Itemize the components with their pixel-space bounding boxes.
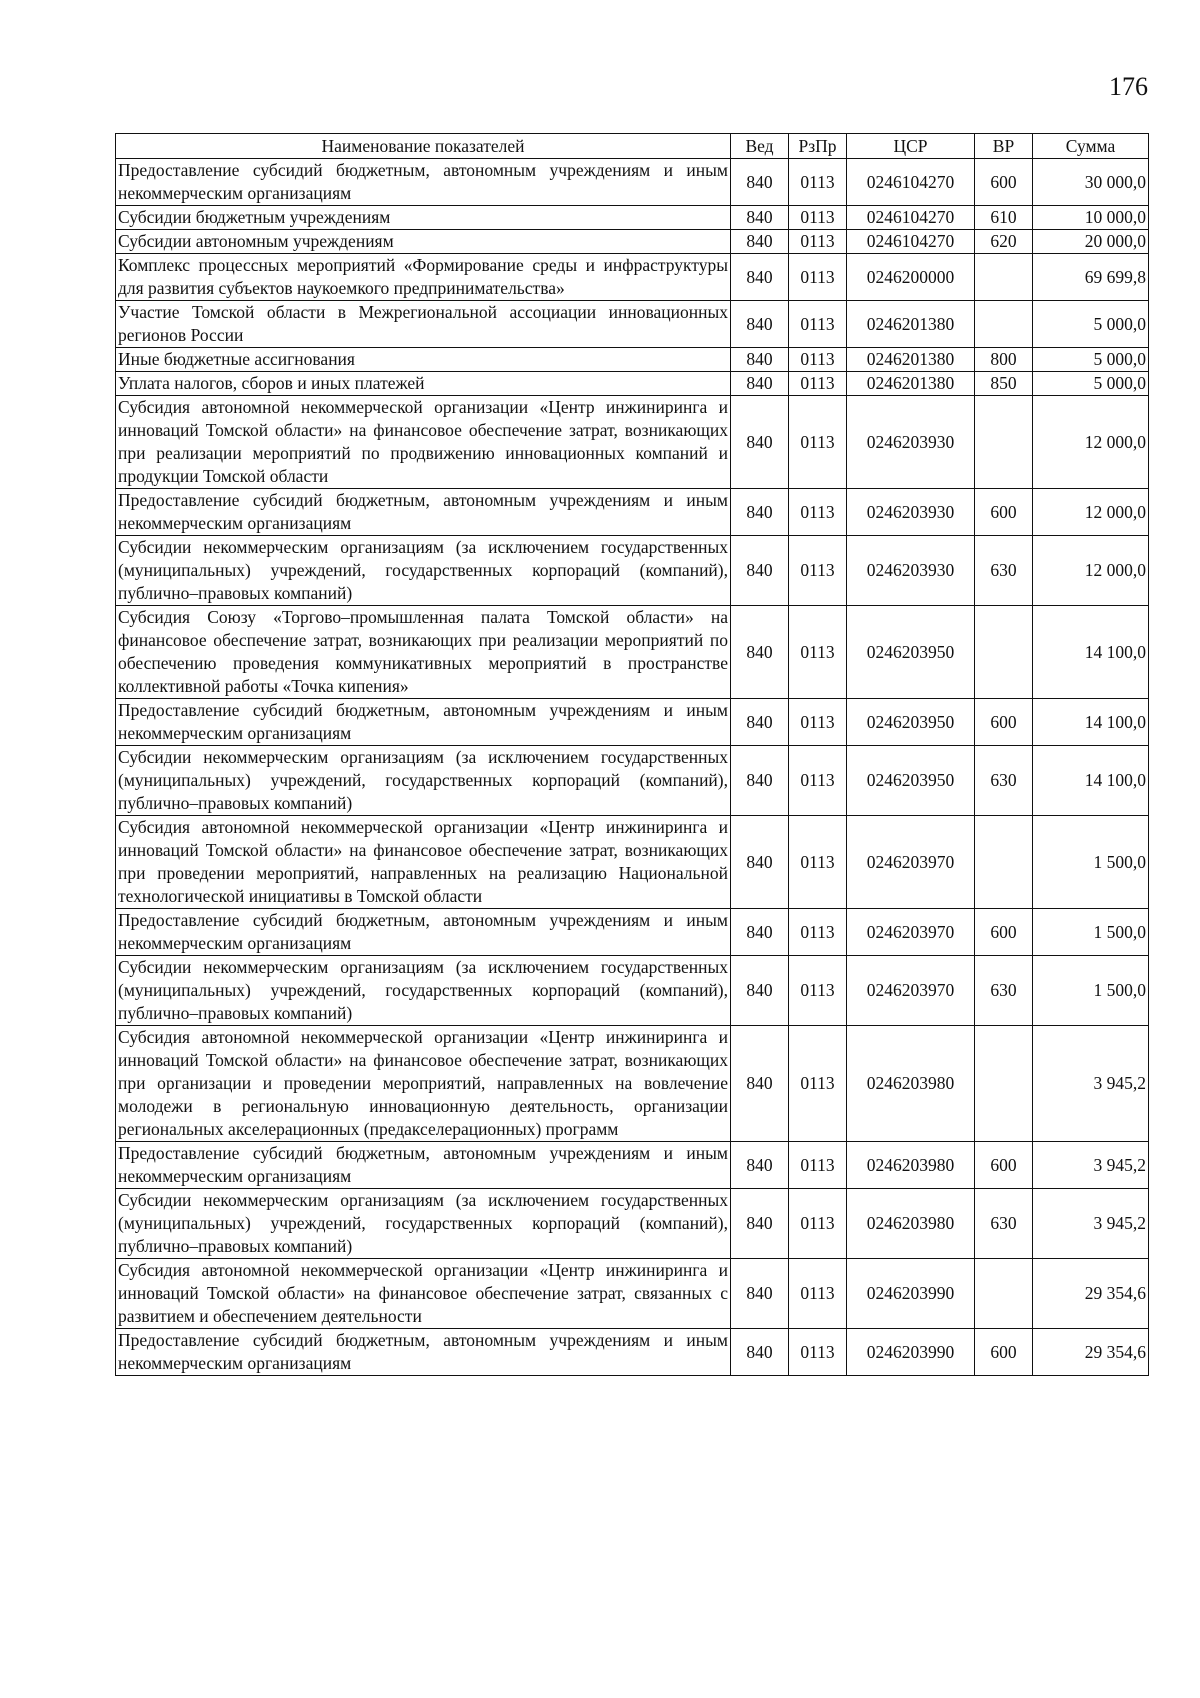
cell-csr: 0246203970 — [847, 909, 975, 956]
cell-rzpr: 0113 — [789, 372, 847, 396]
cell-name: Предоставление субсидий бюджетным, автономным учреждениям и иным некоммерческим организациям — [116, 699, 731, 746]
cell-vr: 630 — [975, 956, 1033, 1026]
cell-vr: 600 — [975, 1329, 1033, 1376]
cell-ved: 840 — [731, 254, 789, 301]
table-row — [116, 746, 1149, 816]
table-header-row — [116, 134, 1149, 159]
cell-vr — [975, 396, 1033, 489]
cell-csr: 0246203980 — [847, 1142, 975, 1189]
cell-rzpr: 0113 — [789, 489, 847, 536]
cell-sum: 12 000,0 — [1033, 396, 1149, 489]
cell-name: Предоставление субсидий бюджетным, автономным учреждениям и иным некоммерческим организациям — [116, 909, 731, 956]
cell-vr — [975, 1259, 1033, 1329]
cell-name: Предоставление субсидий бюджетным, автономным учреждениям и иным некоммерческим организациям — [116, 1329, 731, 1376]
cell-name: Субсидия автономной некоммерческой организации «Центр инжиниринга и инноваций Томской области» на финансовое обеспечение затрат, возникающих при проведении мероприятий, направленных на реализацию Национальной технологической инициативы в Томской области — [116, 816, 731, 909]
cell-csr: 0246203980 — [847, 1026, 975, 1142]
cell-rzpr: 0113 — [789, 606, 847, 699]
cell-rzpr: 0113 — [789, 909, 847, 956]
table-row — [116, 301, 1149, 348]
cell-csr: 0246203950 — [847, 606, 975, 699]
table-row — [116, 489, 1149, 536]
page-number: 176 — [1109, 72, 1148, 101]
cell-ved: 840 — [731, 746, 789, 816]
cell-ved: 840 — [731, 956, 789, 1026]
cell-ved: 840 — [731, 159, 789, 206]
table-row — [116, 1142, 1149, 1189]
cell-vr — [975, 606, 1033, 699]
cell-vr — [975, 816, 1033, 909]
cell-csr: 0246104270 — [847, 159, 975, 206]
cell-ved: 840 — [731, 1142, 789, 1189]
cell-name: Участие Томской области в Межрегиональной ассоциации инновационных регионов России — [116, 301, 731, 348]
cell-csr: 0246203970 — [847, 956, 975, 1026]
cell-csr: 0246203990 — [847, 1259, 975, 1329]
table-row — [116, 606, 1149, 699]
cell-csr: 0246201380 — [847, 372, 975, 396]
cell-sum: 14 100,0 — [1033, 606, 1149, 699]
cell-csr: 0246201380 — [847, 301, 975, 348]
cell-csr: 0246104270 — [847, 206, 975, 230]
table-row — [116, 348, 1149, 372]
header-vr: ВР — [975, 134, 1033, 159]
cell-rzpr: 0113 — [789, 1329, 847, 1376]
cell-rzpr: 0113 — [789, 301, 847, 348]
cell-name: Комплекс процессных мероприятий «Формирование среды и инфраструктуры для развития субъектов наукоемкого предпринимательства» — [116, 254, 731, 301]
cell-sum: 14 100,0 — [1033, 699, 1149, 746]
cell-vr: 630 — [975, 1189, 1033, 1259]
cell-csr: 0246203930 — [847, 536, 975, 606]
cell-ved: 840 — [731, 230, 789, 254]
cell-name: Субсидии некоммерческим организациям (за исключением государственных (муниципальных) учреждений, государственных корпораций (компаний), публично–правовых компаний) — [116, 1189, 731, 1259]
table-row — [116, 230, 1149, 254]
table-row — [116, 1189, 1149, 1259]
cell-rzpr: 0113 — [789, 746, 847, 816]
cell-vr — [975, 1026, 1033, 1142]
cell-sum: 3 945,2 — [1033, 1189, 1149, 1259]
cell-ved: 840 — [731, 1329, 789, 1376]
cell-sum: 3 945,2 — [1033, 1026, 1149, 1142]
cell-name: Иные бюджетные ассигнования — [116, 348, 731, 372]
cell-rzpr: 0113 — [789, 159, 847, 206]
cell-ved: 840 — [731, 206, 789, 230]
cell-vr: 600 — [975, 1142, 1033, 1189]
header-sum: Сумма — [1033, 134, 1149, 159]
header-rzpr: РзПр — [789, 134, 847, 159]
cell-sum: 69 699,8 — [1033, 254, 1149, 301]
cell-vr: 610 — [975, 206, 1033, 230]
table-row — [116, 372, 1149, 396]
table-row — [116, 396, 1149, 489]
cell-sum: 14 100,0 — [1033, 746, 1149, 816]
cell-rzpr: 0113 — [789, 816, 847, 909]
cell-ved: 840 — [731, 489, 789, 536]
table-body — [116, 159, 1149, 1376]
cell-csr: 0246203950 — [847, 746, 975, 816]
cell-ved: 840 — [731, 536, 789, 606]
table-row — [116, 254, 1149, 301]
cell-ved: 840 — [731, 1189, 789, 1259]
cell-rzpr: 0113 — [789, 1259, 847, 1329]
cell-sum: 12 000,0 — [1033, 489, 1149, 536]
cell-name: Субсидии автономным учреждениям — [116, 230, 731, 254]
table-row — [116, 1329, 1149, 1376]
header-name: Наименование показателей — [116, 134, 731, 159]
cell-csr: 0246200000 — [847, 254, 975, 301]
cell-vr: 630 — [975, 746, 1033, 816]
cell-vr: 600 — [975, 159, 1033, 206]
cell-csr: 0246203980 — [847, 1189, 975, 1259]
cell-ved: 840 — [731, 372, 789, 396]
cell-name: Субсидии некоммерческим организациям (за исключением государственных (муниципальных) учреждений, государственных корпораций (компаний), публично–правовых компаний) — [116, 746, 731, 816]
cell-name: Субсидии некоммерческим организациям (за исключением государственных (муниципальных) учреждений, государственных корпораций (компаний), публично–правовых компаний) — [116, 536, 731, 606]
cell-sum: 29 354,6 — [1033, 1329, 1149, 1376]
cell-ved: 840 — [731, 606, 789, 699]
cell-vr: 630 — [975, 536, 1033, 606]
cell-csr: 0246203970 — [847, 816, 975, 909]
budget-table — [115, 133, 1149, 1376]
cell-ved: 840 — [731, 699, 789, 746]
cell-name: Предоставление субсидий бюджетным, автономным учреждениям и иным некоммерческим организациям — [116, 159, 731, 206]
cell-sum: 1 500,0 — [1033, 816, 1149, 909]
cell-vr — [975, 254, 1033, 301]
cell-name: Субсидии некоммерческим организациям (за исключением государственных (муниципальных) учреждений, государственных корпораций (компаний), публично–правовых компаний) — [116, 956, 731, 1026]
cell-vr: 600 — [975, 699, 1033, 746]
cell-csr: 0246203950 — [847, 699, 975, 746]
cell-ved: 840 — [731, 816, 789, 909]
cell-rzpr: 0113 — [789, 206, 847, 230]
table-row — [116, 909, 1149, 956]
cell-rzpr: 0113 — [789, 230, 847, 254]
cell-ved: 840 — [731, 348, 789, 372]
table-row — [116, 699, 1149, 746]
cell-sum: 5 000,0 — [1033, 348, 1149, 372]
cell-rzpr: 0113 — [789, 254, 847, 301]
cell-ved: 840 — [731, 1026, 789, 1142]
cell-sum: 5 000,0 — [1033, 301, 1149, 348]
cell-name: Субсидия Союзу «Торгово–промышленная палата Томской области» на финансовое обеспечение затрат, возникающих при реализации мероприятий по обеспечению проведения коммуникативных мероприятий в пространстве коллективной работы «Точка кипения» — [116, 606, 731, 699]
header-ved: Вед — [731, 134, 789, 159]
table-row — [116, 1259, 1149, 1329]
cell-rzpr: 0113 — [789, 396, 847, 489]
cell-csr: 0246201380 — [847, 348, 975, 372]
cell-vr: 850 — [975, 372, 1033, 396]
cell-sum: 1 500,0 — [1033, 956, 1149, 1026]
cell-rzpr: 0113 — [789, 956, 847, 1026]
cell-vr: 620 — [975, 230, 1033, 254]
cell-vr: 600 — [975, 909, 1033, 956]
header-csr: ЦСР — [847, 134, 975, 159]
cell-sum: 12 000,0 — [1033, 536, 1149, 606]
table-row — [116, 1026, 1149, 1142]
cell-name: Субсидия автономной некоммерческой организации «Центр инжиниринга и инноваций Томской области» на финансовое обеспечение затрат, возникающих при реализации мероприятий по продвижению инновационных компаний и продукции Томской области — [116, 396, 731, 489]
cell-name: Уплата налогов, сборов и иных платежей — [116, 372, 731, 396]
table-row — [116, 159, 1149, 206]
cell-rzpr: 0113 — [789, 1189, 847, 1259]
cell-rzpr: 0113 — [789, 1142, 847, 1189]
cell-rzpr: 0113 — [789, 536, 847, 606]
cell-sum: 29 354,6 — [1033, 1259, 1149, 1329]
cell-ved: 840 — [731, 396, 789, 489]
cell-rzpr: 0113 — [789, 348, 847, 372]
cell-name: Субсидия автономной некоммерческой организации «Центр инжиниринга и инноваций Томской области» на финансовое обеспечение затрат, связанных с развитием и обеспечением деятельности — [116, 1259, 731, 1329]
cell-sum: 3 945,2 — [1033, 1142, 1149, 1189]
cell-sum: 30 000,0 — [1033, 159, 1149, 206]
cell-ved: 840 — [731, 909, 789, 956]
cell-sum: 10 000,0 — [1033, 206, 1149, 230]
table-row — [116, 956, 1149, 1026]
cell-name: Предоставление субсидий бюджетным, автономным учреждениям и иным некоммерческим организациям — [116, 1142, 731, 1189]
cell-ved: 840 — [731, 1259, 789, 1329]
cell-ved: 840 — [731, 301, 789, 348]
table-row — [116, 536, 1149, 606]
cell-vr: 600 — [975, 489, 1033, 536]
cell-csr: 0246104270 — [847, 230, 975, 254]
cell-vr — [975, 301, 1033, 348]
cell-sum: 5 000,0 — [1033, 372, 1149, 396]
cell-csr: 0246203990 — [847, 1329, 975, 1376]
cell-name: Субсидии бюджетным учреждениям — [116, 206, 731, 230]
cell-csr: 0246203930 — [847, 396, 975, 489]
cell-sum: 1 500,0 — [1033, 909, 1149, 956]
cell-sum: 20 000,0 — [1033, 230, 1149, 254]
cell-rzpr: 0113 — [789, 1026, 847, 1142]
cell-rzpr: 0113 — [789, 699, 847, 746]
cell-name: Субсидия автономной некоммерческой организации «Центр инжиниринга и инноваций Томской области» на финансовое обеспечение затрат, возникающих при организации и проведении мероприятий, направленных на вовлечение молодежи в региональную инновационную деятельность, организации региональных акселерационных (предакселерационных) программ — [116, 1026, 731, 1142]
cell-csr: 0246203930 — [847, 489, 975, 536]
cell-name: Предоставление субсидий бюджетным, автономным учреждениям и иным некоммерческим организациям — [116, 489, 731, 536]
table-row — [116, 206, 1149, 230]
table-row — [116, 816, 1149, 909]
cell-vr: 800 — [975, 348, 1033, 372]
